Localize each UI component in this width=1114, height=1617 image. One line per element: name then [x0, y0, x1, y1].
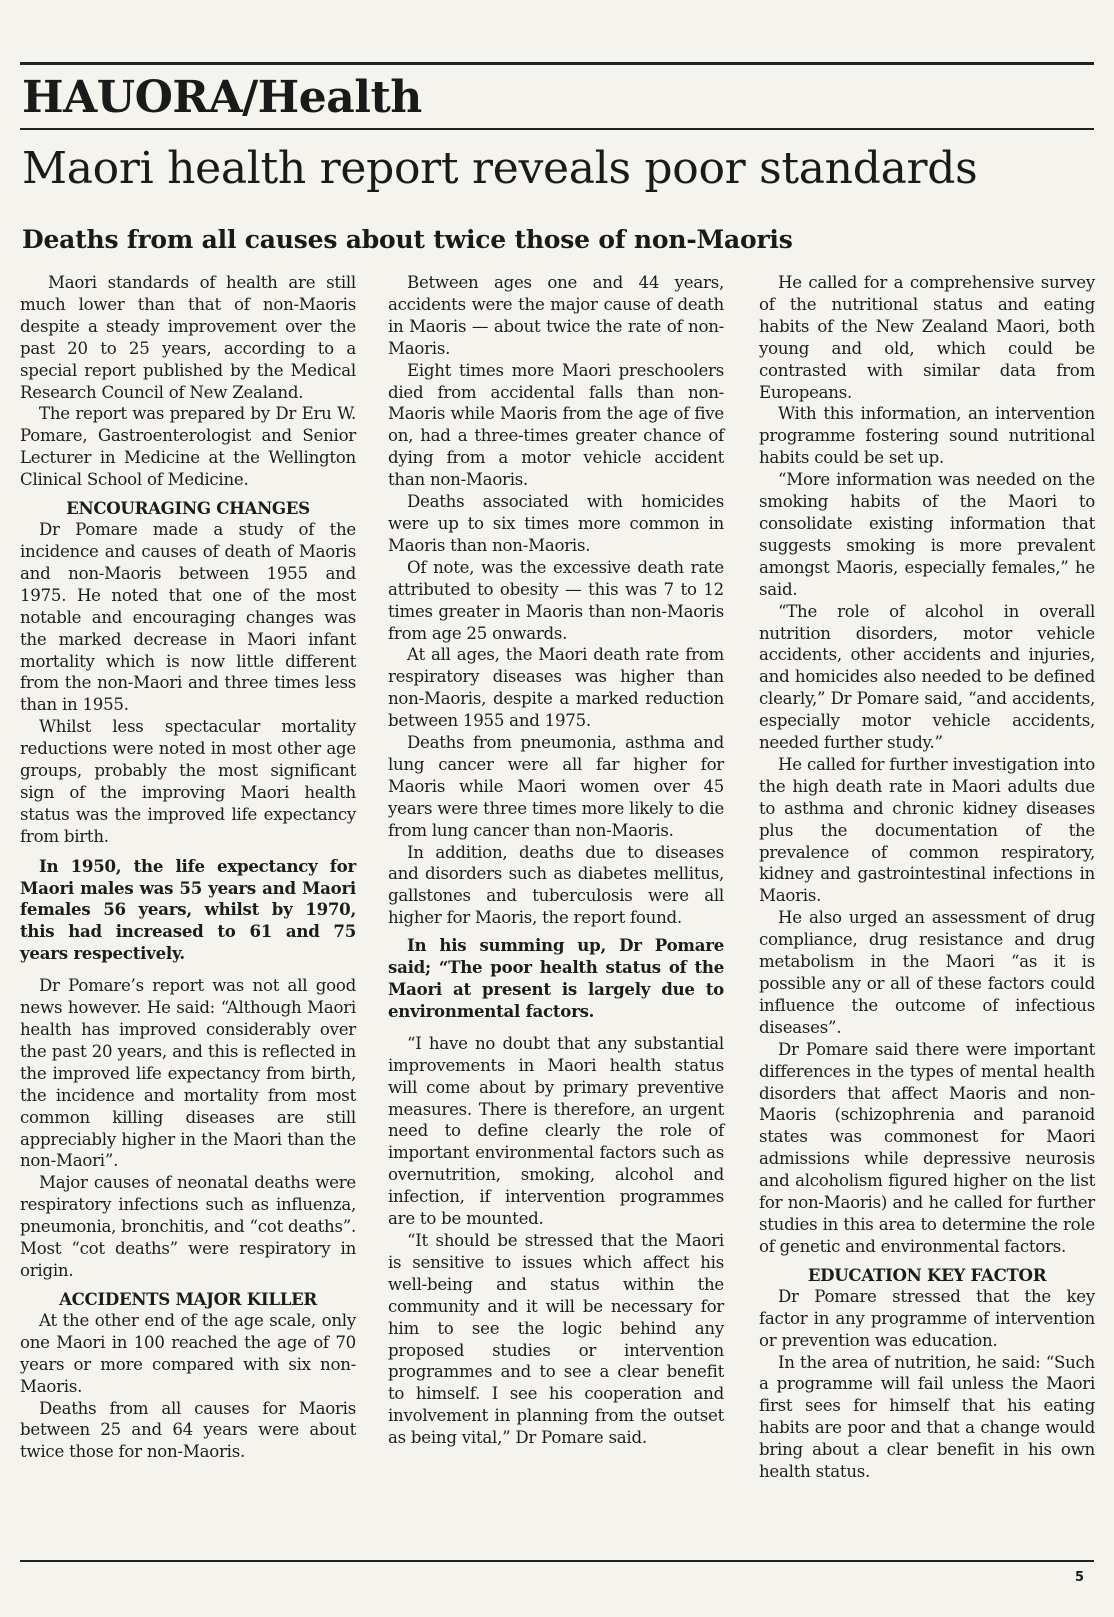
paragraph: The report was prepared by Dr Eru W. Pomare, Gastroenterologist and Senior Lecturer in Medicine at the Wellington Clinical School of Medicine. [20, 404, 356, 490]
bottom-rule [20, 1560, 1094, 1562]
paragraph: Major causes of neonatal deaths were respiratory infections such as influenza, pneumonia, bronchitis, and “cot deaths”. Most “cot deaths” were respiratory in origin. [20, 1173, 356, 1280]
paragraph: Deaths from pneumonia, asthma and lung cancer were all far higher for Maoris while Maori women over 45 years were three times more likely to die from lung cancer than non-Maoris. [388, 733, 725, 840]
paragraph: With this information, an intervention programme fostering sound nutritional habits could be set up. [759, 404, 1095, 468]
paragraph: Eight times more Maori preschoolers died from accidental falls than non-Maoris while Maoris from the age of five on, had a three-times greater chance of dying from a motor vehicle accident than non-Maoris. [388, 360, 724, 490]
bold-pullout-paragraph: In 1950, the life expectancy for Maori males was 55 years and Maori females 56 years, whilst by 1970, this had increased to 61 and 75 years respectively. [20, 855, 356, 964]
article-headline: Maori health report reveals poor standards [22, 143, 978, 194]
paragraph: At all ages, the Maori death rate from respiratory diseases was higher than non-Maoris, despite a marked reduction between 1955 and 1975. [388, 645, 724, 731]
bold-pullout-paragraph: In his summing up, Dr Pomare said; “The poor health status of the Maori at present is largely due to environmental factors. [388, 935, 724, 1021]
paragraph: “I have no doubt that any substantial improvements in Maori health status will come about by primary preventive measures. There is therefore, an urgent need to define clearly the role of important environmental factors such as overnutrition, smoking, alcohol and infection, if intervention programmes are to be mounted. [388, 1033, 724, 1229]
paragraph: Dr Pomare’s report was not all good news however. He said: “Although Maori health has improved considerably over the past 20 years, and this is reflected in the improved life expectancy from birth, the incidence and mortality from most common killing diseases are still appreciably higher in the Maori than the non-Maori”. [20, 976, 356, 1171]
page-number: 5 [1074, 1570, 1084, 1585]
section-rule [20, 128, 1094, 130]
column-1 [20, 272, 356, 1463]
paragraph: “More information was needed on the smoking habits of the Maori to consolidate existing information that suggests smoking is more prevalent amongst Maoris, especially females,” he said. [759, 470, 1095, 599]
column-3 [759, 272, 1095, 1483]
paragraph: Between ages one and 44 years, accidents were the major cause of death in Maoris — about twice the rate of non-Maoris. [388, 273, 724, 358]
paragraph: In the area of nutrition, he said: “Such a programme will fail unless the Maori first sees for himself that his eating habits are poor and that a change would bring about a clear benefit in his own health status. [759, 1352, 1095, 1482]
crosshead-education-key-factor: EDUCATION KEY FACTOR [807, 1264, 1047, 1285]
paragraph: He called for a comprehensive survey of the nutritional status and eating habits of the New Zealand Maori, both young and old, which could be contrasted with similar data from Europeans. [759, 273, 1095, 402]
paragraph: “It should be stressed that the Maori is sensitive to issues which affect his well-being and status within the community and it will be necessary for him to see the logic behind any proposed studies or intervention programmes and to see a clear benefit to himself. I see his cooperation and involvement in planning from the outset as being vital,” Dr Pomare said. [388, 1230, 724, 1448]
paragraph: Whilst less spectacular mortality reductions were noted in most other age groups, probably the most significant sign of the improving Maori health status was the improved life expectancy from birth. [20, 717, 356, 846]
paragraph: He also urged an assessment of drug compliance, drug resistance and drug metabolism in the Maori “as it is possible any or all of these factors could influence the outcome of infectious diseases”. [759, 908, 1095, 1037]
paragraph: At the other end of the age scale, only one Maori in 100 reached the age of 70 years or more compared with six non-Maoris. [20, 1310, 356, 1396]
paragraph: He called for further investigation into the high death rate in Maori adults due to asthma and chronic kidney diseases plus the documentation of the prevalence of common respiratory, kidney and gastrointestinal infections in Maoris. [759, 754, 1095, 906]
section-title: HAUORA/Health [22, 72, 422, 123]
crosshead-encouraging-changes: ENCOURAGING CHANGES [66, 498, 310, 519]
article-body [20, 272, 1094, 1552]
paragraph: Dr Pomare stressed that the key factor in any programme of intervention or prevention was education. [759, 1286, 1095, 1350]
paragraph: Dr Pomare made a study of the incidence and causes of death of Maoris and non-Maoris between 1955 and 1975. He noted that one of the most notable and encouraging changes was the marked decrease in Maori infant mortality which is now little different from the non-Maori and three times less than in 1955. [20, 520, 356, 715]
paragraph: Of note, was the excessive death rate attributed to obesity — this was 7 to 12 times greater in Maoris than non-Maoris from age 25 onwards. [388, 557, 724, 643]
paragraph: Deaths associated with homicides were up to six times more common in Maoris than non-Maoris. [388, 492, 724, 555]
crosshead-accidents-major-killer: ACCIDENTS MAJOR KILLER [59, 1288, 317, 1309]
top-rule [20, 62, 1094, 65]
column-2 [388, 272, 724, 1449]
paragraph: “The role of alcohol in overall nutrition disorders, motor vehicle accidents, other accidents and injuries, and homicides also needed to be defined clearly,” Dr Pomare said, “and accidents, especially motor vehicle accidents, needed further study.” [759, 601, 1095, 753]
article-subheadline: Deaths from all causes about twice those of non-Maoris [22, 225, 793, 254]
paragraph: Deaths from all causes for Maoris between 25 and 64 years were about twice those for non-Maoris. [20, 1398, 356, 1462]
paragraph: Maori standards of health are still much lower than that of non-Maoris despite a steady improvement over the past 20 to 25 years, according to a special report published by the Medical Research Council of New Zealand. [20, 273, 356, 402]
paragraph: In addition, deaths due to diseases and disorders such as diabetes mellitus, gallstones and tuberculosis were all higher for Maoris, the report found. [388, 842, 724, 928]
paragraph: Dr Pomare said there were important differences in the types of mental health disorders that affect Maoris and non-Maoris (schizophrenia and paranoid states was commonest for Maori admissions while depressive neurosis and alcoholism figured higher on the list for non-Maoris) and he called for further studies in this area to determine the role of genetic and environmental factors. [759, 1039, 1095, 1256]
